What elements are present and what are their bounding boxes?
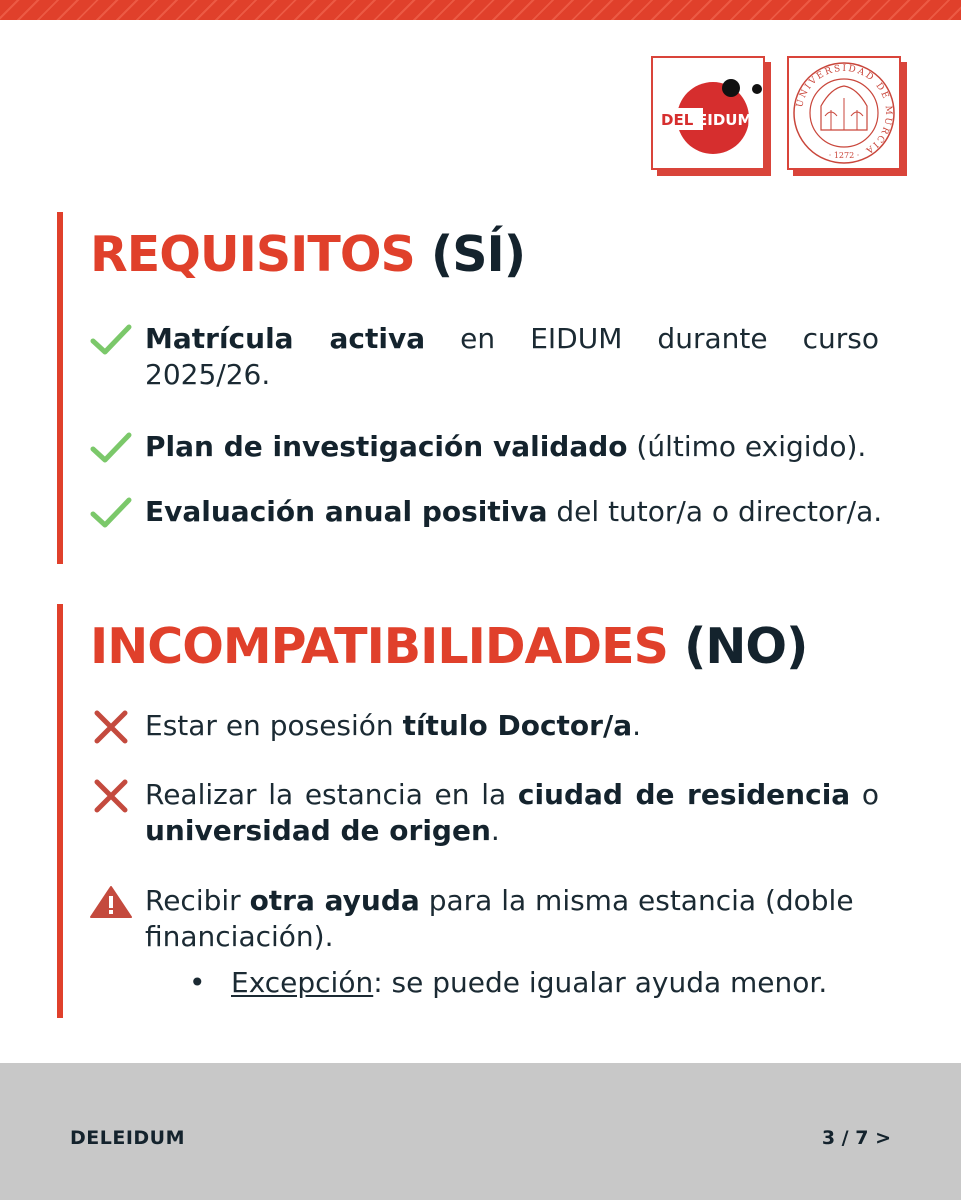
- requisitos-title-accent: REQUISITOS: [90, 226, 415, 283]
- incompat-text: .: [632, 709, 641, 742]
- incompat-bold: título Doctor/a: [402, 709, 633, 742]
- seal-year: · 1272 ·: [828, 151, 860, 160]
- requisito-text: (último exigido).: [627, 430, 867, 463]
- logo-text-eidum: EIDUM: [697, 111, 753, 129]
- requisito-bold: Evaluación anual positiva: [145, 495, 548, 528]
- cross-icon: [89, 710, 133, 744]
- bullet-icon: •: [189, 966, 206, 999]
- requisito-item-plan: [89, 429, 879, 465]
- exception-label: Excepción: [231, 966, 374, 999]
- incompat-item-titulo: [89, 708, 879, 744]
- requisito-text: en EIDUM durante curso 2025/26.: [145, 322, 879, 391]
- incompat-text: para la misma estancia (doble financiación).: [145, 884, 854, 953]
- incompat-item-otra-ayuda: [89, 883, 879, 955]
- warning-icon: [89, 885, 133, 919]
- um-seal-mark: [789, 58, 899, 168]
- footer: [0, 1063, 961, 1200]
- incompat-bold: otra ayuda: [249, 884, 420, 917]
- requisito-item-evaluacion: [89, 494, 883, 530]
- cross-icon: [89, 779, 133, 813]
- exception-text: : se puede igualar ayuda menor.: [373, 966, 828, 999]
- check-icon: [89, 496, 133, 530]
- logo-text-del: DEL: [661, 111, 694, 129]
- incompat-item-ciudad: [89, 777, 879, 849]
- incompat-text: Estar en posesión: [145, 709, 403, 742]
- check-icon: [89, 431, 133, 465]
- pagination-next[interactable]: 3 / 7 >: [821, 1127, 891, 1149]
- check-icon: [89, 323, 133, 357]
- incompat-text: .: [490, 814, 500, 847]
- footer-brand: DELEIDUM: [70, 1127, 186, 1149]
- requisito-bold: Matrícula activa: [145, 322, 426, 355]
- deleidum-logo-mark: [653, 58, 763, 168]
- requisitos-heading: [90, 226, 525, 283]
- incompatibilidades-title-accent: INCOMPATIBILIDADES: [90, 618, 668, 675]
- incompat-bold: universidad de origen: [145, 814, 491, 847]
- requisito-bold: Plan de investigación validado: [145, 430, 628, 463]
- deleidum-logo: [651, 56, 765, 170]
- incompat-bold: ciudad de residencia: [517, 778, 851, 811]
- incompat-text: Realizar la estancia en la: [145, 778, 518, 811]
- requisitos-title-dark: (SÍ): [430, 226, 526, 283]
- incompat-text: o: [850, 778, 880, 811]
- requisito-item-matricula: [89, 321, 879, 393]
- incompat-text: Recibir: [145, 884, 250, 917]
- requisito-text: del tutor/a o director/a.: [547, 495, 883, 528]
- seal-ring-text: UNIVERSIDAD DE MURCIA: [795, 63, 894, 156]
- incompatibilidades-heading: [90, 618, 807, 675]
- incompatibilidades-title-dark: (NO): [683, 618, 808, 675]
- requisitos-section: [57, 212, 903, 564]
- top-stripe: [0, 0, 961, 20]
- exception-subitem: [189, 965, 827, 1001]
- incompatibilidades-section: [57, 604, 903, 1018]
- um-seal-logo: [787, 56, 901, 170]
